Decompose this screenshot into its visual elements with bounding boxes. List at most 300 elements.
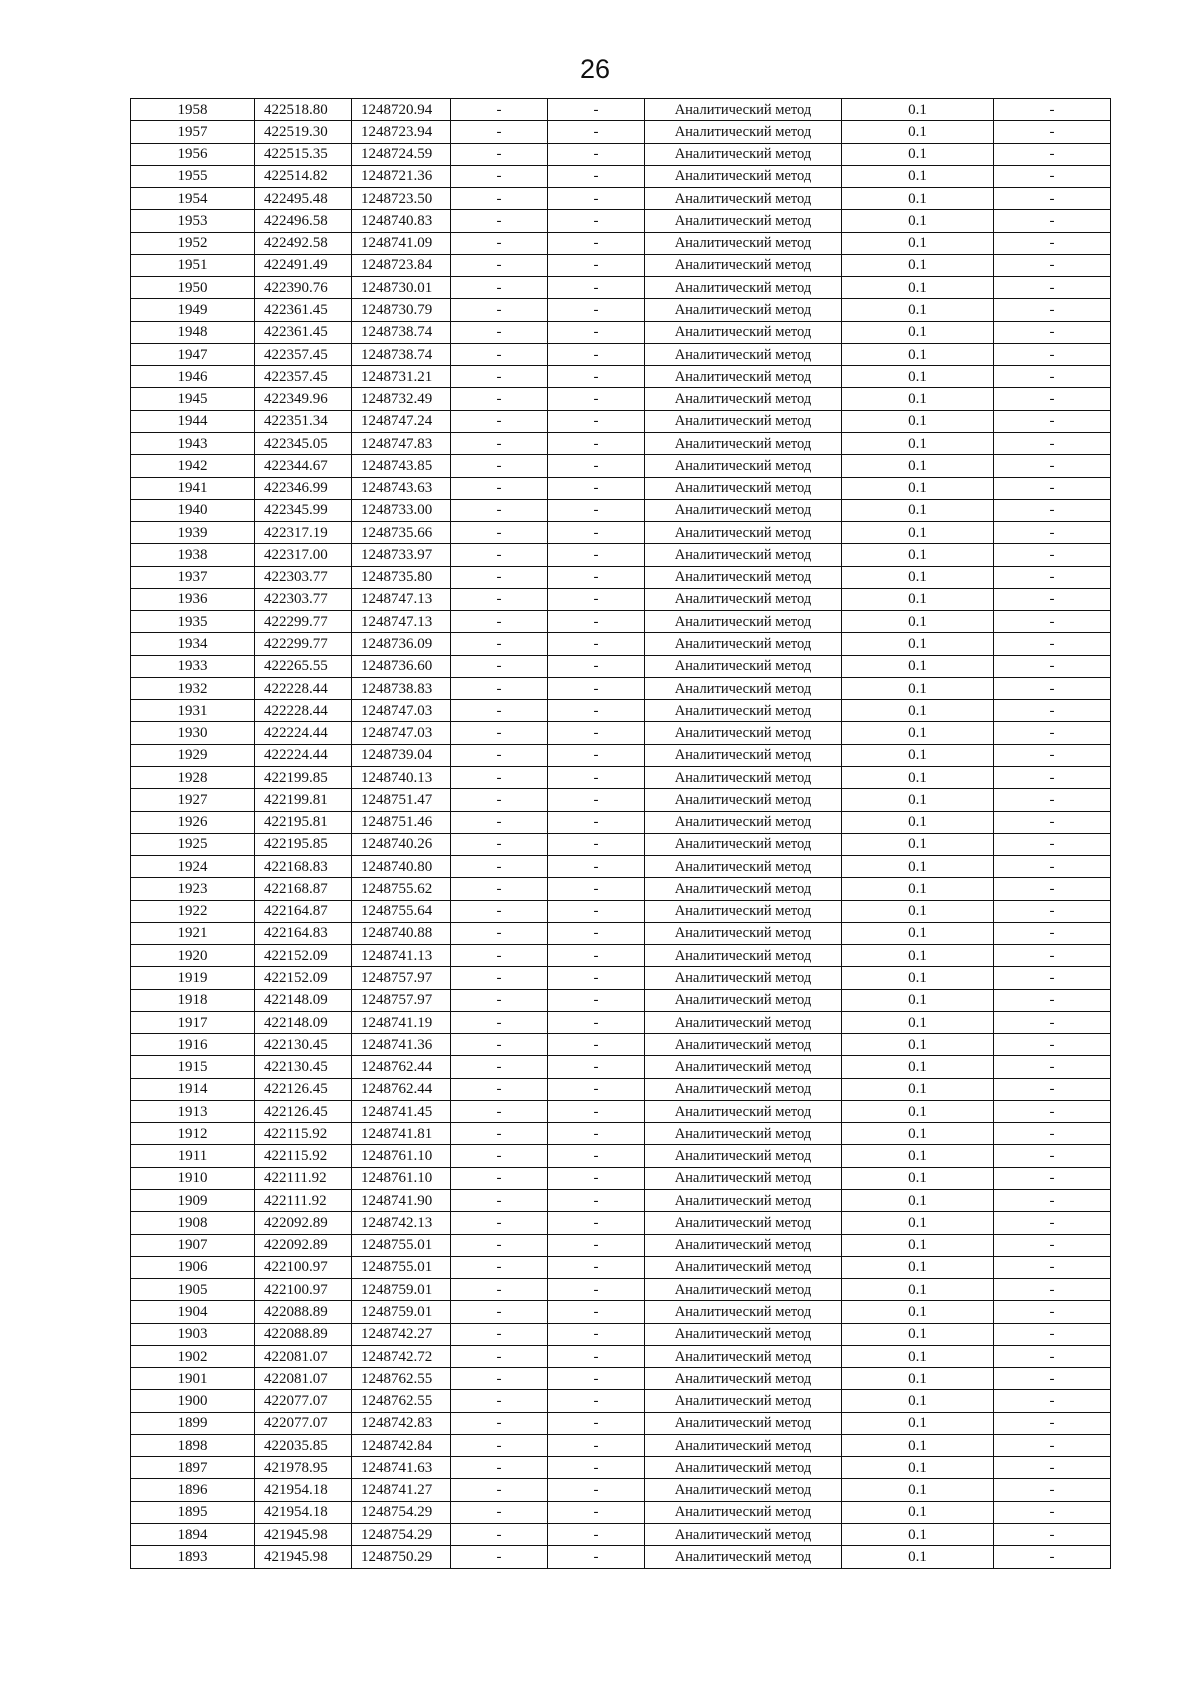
empty-value-cell: - [451, 1078, 548, 1100]
empty-value-cell: - [548, 455, 645, 477]
method-cell: Аналитический метод [645, 766, 842, 788]
y-coordinate-cell: 1248759.01 [352, 1279, 451, 1301]
empty-value-cell: - [451, 499, 548, 521]
method-cell: Аналитический метод [645, 321, 842, 343]
empty-value-cell: - [451, 945, 548, 967]
table-row [131, 1524, 1111, 1546]
table-row [131, 1279, 1111, 1301]
empty-value-cell: - [451, 1212, 548, 1234]
method-cell: Аналитический метод [645, 700, 842, 722]
empty-value-cell: - [994, 432, 1111, 454]
table-row [131, 1212, 1111, 1234]
table-row [131, 1345, 1111, 1367]
point-number-cell: 1926 [131, 811, 255, 833]
empty-value-cell: - [451, 633, 548, 655]
accuracy-cell: 0.1 [842, 410, 994, 432]
point-number-cell: 1898 [131, 1434, 255, 1456]
empty-value-cell: - [451, 1167, 548, 1189]
table-row [131, 99, 1111, 121]
method-cell: Аналитический метод [645, 1301, 842, 1323]
y-coordinate-cell: 1248742.83 [352, 1412, 451, 1434]
empty-value-cell: - [994, 544, 1111, 566]
y-coordinate-cell: 1248762.55 [352, 1368, 451, 1390]
empty-value-cell: - [548, 143, 645, 165]
table-row [131, 210, 1111, 232]
x-coordinate-cell: 422130.45 [255, 1056, 352, 1078]
empty-value-cell: - [548, 900, 645, 922]
empty-value-cell: - [994, 1524, 1111, 1546]
table-row [131, 277, 1111, 299]
method-cell: Аналитический метод [645, 811, 842, 833]
y-coordinate-cell: 1248755.01 [352, 1234, 451, 1256]
y-coordinate-cell: 1248755.01 [352, 1256, 451, 1278]
y-coordinate-cell: 1248747.24 [352, 410, 451, 432]
empty-value-cell: - [994, 989, 1111, 1011]
empty-value-cell: - [548, 588, 645, 610]
empty-value-cell: - [451, 833, 548, 855]
empty-value-cell: - [548, 499, 645, 521]
empty-value-cell: - [548, 1390, 645, 1412]
accuracy-cell: 0.1 [842, 1390, 994, 1412]
y-coordinate-cell: 1248761.10 [352, 1167, 451, 1189]
y-coordinate-cell: 1248723.84 [352, 254, 451, 276]
accuracy-cell: 0.1 [842, 611, 994, 633]
x-coordinate-cell: 422514.82 [255, 165, 352, 187]
coordinates-table [130, 98, 1111, 1569]
method-cell: Аналитический метод [645, 477, 842, 499]
y-coordinate-cell: 1248742.27 [352, 1323, 451, 1345]
table-row [131, 522, 1111, 544]
table-row [131, 1546, 1111, 1568]
table-row [131, 900, 1111, 922]
empty-value-cell: - [994, 1457, 1111, 1479]
table-row [131, 1457, 1111, 1479]
empty-value-cell: - [451, 1256, 548, 1278]
x-coordinate-cell: 422228.44 [255, 700, 352, 722]
x-coordinate-cell: 422152.09 [255, 945, 352, 967]
empty-value-cell: - [451, 522, 548, 544]
empty-value-cell: - [994, 722, 1111, 744]
empty-value-cell: - [994, 945, 1111, 967]
y-coordinate-cell: 1248723.50 [352, 188, 451, 210]
x-coordinate-cell: 421954.18 [255, 1501, 352, 1523]
method-cell: Аналитический метод [645, 499, 842, 521]
empty-value-cell: - [548, 165, 645, 187]
y-coordinate-cell: 1248762.44 [352, 1078, 451, 1100]
empty-value-cell: - [548, 299, 645, 321]
accuracy-cell: 0.1 [842, 455, 994, 477]
empty-value-cell: - [994, 744, 1111, 766]
table-row [131, 121, 1111, 143]
x-coordinate-cell: 422148.09 [255, 989, 352, 1011]
y-coordinate-cell: 1248762.55 [352, 1390, 451, 1412]
empty-value-cell: - [548, 1056, 645, 1078]
method-cell: Аналитический метод [645, 1256, 842, 1278]
accuracy-cell: 0.1 [842, 1479, 994, 1501]
y-coordinate-cell: 1248741.09 [352, 232, 451, 254]
method-cell: Аналитический метод [645, 1100, 842, 1122]
empty-value-cell: - [548, 700, 645, 722]
accuracy-cell: 0.1 [842, 833, 994, 855]
point-number-cell: 1953 [131, 210, 255, 232]
method-cell: Аналитический метод [645, 1457, 842, 1479]
empty-value-cell: - [451, 655, 548, 677]
x-coordinate-cell: 422130.45 [255, 1034, 352, 1056]
x-coordinate-cell: 422092.89 [255, 1234, 352, 1256]
point-number-cell: 1893 [131, 1546, 255, 1568]
accuracy-cell: 0.1 [842, 544, 994, 566]
table-row [131, 1301, 1111, 1323]
empty-value-cell: - [451, 1479, 548, 1501]
empty-value-cell: - [994, 766, 1111, 788]
accuracy-cell: 0.1 [842, 522, 994, 544]
empty-value-cell: - [451, 1145, 548, 1167]
x-coordinate-cell: 422496.58 [255, 210, 352, 232]
accuracy-cell: 0.1 [842, 655, 994, 677]
table-row [131, 1145, 1111, 1167]
y-coordinate-cell: 1248747.03 [352, 700, 451, 722]
empty-value-cell: - [451, 1457, 548, 1479]
empty-value-cell: - [994, 789, 1111, 811]
accuracy-cell: 0.1 [842, 477, 994, 499]
empty-value-cell: - [994, 254, 1111, 276]
table-row [131, 1078, 1111, 1100]
accuracy-cell: 0.1 [842, 1167, 994, 1189]
point-number-cell: 1903 [131, 1323, 255, 1345]
empty-value-cell: - [451, 99, 548, 121]
y-coordinate-cell: 1248733.00 [352, 499, 451, 521]
empty-value-cell: - [548, 1479, 645, 1501]
x-coordinate-cell: 421978.95 [255, 1457, 352, 1479]
empty-value-cell: - [548, 633, 645, 655]
method-cell: Аналитический метод [645, 1145, 842, 1167]
x-coordinate-cell: 422224.44 [255, 744, 352, 766]
point-number-cell: 1913 [131, 1100, 255, 1122]
empty-value-cell: - [994, 1190, 1111, 1212]
empty-value-cell: - [994, 677, 1111, 699]
empty-value-cell: - [548, 343, 645, 365]
accuracy-cell: 0.1 [842, 722, 994, 744]
point-number-cell: 1940 [131, 499, 255, 521]
x-coordinate-cell: 422345.05 [255, 432, 352, 454]
x-coordinate-cell: 422492.58 [255, 232, 352, 254]
y-coordinate-cell: 1248733.97 [352, 544, 451, 566]
y-coordinate-cell: 1248742.84 [352, 1434, 451, 1456]
x-coordinate-cell: 422077.07 [255, 1412, 352, 1434]
x-coordinate-cell: 422115.92 [255, 1145, 352, 1167]
empty-value-cell: - [451, 789, 548, 811]
accuracy-cell: 0.1 [842, 900, 994, 922]
x-coordinate-cell: 422345.99 [255, 499, 352, 521]
x-coordinate-cell: 422361.45 [255, 321, 352, 343]
x-coordinate-cell: 421945.98 [255, 1546, 352, 1568]
point-number-cell: 1927 [131, 789, 255, 811]
point-number-cell: 1899 [131, 1412, 255, 1434]
empty-value-cell: - [451, 677, 548, 699]
x-coordinate-cell: 422344.67 [255, 455, 352, 477]
point-number-cell: 1924 [131, 856, 255, 878]
y-coordinate-cell: 1248757.97 [352, 967, 451, 989]
point-number-cell: 1902 [131, 1345, 255, 1367]
x-coordinate-cell: 422349.96 [255, 388, 352, 410]
empty-value-cell: - [548, 544, 645, 566]
empty-value-cell: - [994, 321, 1111, 343]
table-row [131, 766, 1111, 788]
accuracy-cell: 0.1 [842, 432, 994, 454]
empty-value-cell: - [451, 1190, 548, 1212]
method-cell: Аналитический метод [645, 388, 842, 410]
y-coordinate-cell: 1248730.01 [352, 277, 451, 299]
empty-value-cell: - [548, 99, 645, 121]
empty-value-cell: - [451, 277, 548, 299]
method-cell: Аналитический метод [645, 1190, 842, 1212]
empty-value-cell: - [994, 455, 1111, 477]
method-cell: Аналитический метод [645, 744, 842, 766]
x-coordinate-cell: 422361.45 [255, 299, 352, 321]
point-number-cell: 1907 [131, 1234, 255, 1256]
accuracy-cell: 0.1 [842, 945, 994, 967]
accuracy-cell: 0.1 [842, 989, 994, 1011]
x-coordinate-cell: 422164.83 [255, 922, 352, 944]
empty-value-cell: - [994, 1390, 1111, 1412]
method-cell: Аналитический метод [645, 455, 842, 477]
empty-value-cell: - [451, 878, 548, 900]
y-coordinate-cell: 1248740.26 [352, 833, 451, 855]
x-coordinate-cell: 422081.07 [255, 1345, 352, 1367]
point-number-cell: 1956 [131, 143, 255, 165]
accuracy-cell: 0.1 [842, 277, 994, 299]
y-coordinate-cell: 1248742.13 [352, 1212, 451, 1234]
empty-value-cell: - [994, 611, 1111, 633]
empty-value-cell: - [451, 121, 548, 143]
point-number-cell: 1931 [131, 700, 255, 722]
empty-value-cell: - [451, 232, 548, 254]
accuracy-cell: 0.1 [842, 321, 994, 343]
method-cell: Аналитический метод [645, 277, 842, 299]
method-cell: Аналитический метод [645, 143, 842, 165]
x-coordinate-cell: 422228.44 [255, 677, 352, 699]
table-row [131, 1034, 1111, 1056]
empty-value-cell: - [994, 633, 1111, 655]
point-number-cell: 1929 [131, 744, 255, 766]
method-cell: Аналитический метод [645, 833, 842, 855]
table-row [131, 343, 1111, 365]
table-row [131, 366, 1111, 388]
empty-value-cell: - [451, 611, 548, 633]
x-coordinate-cell: 422317.19 [255, 522, 352, 544]
empty-value-cell: - [548, 1190, 645, 1212]
empty-value-cell: - [548, 1123, 645, 1145]
method-cell: Аналитический метод [645, 1390, 842, 1412]
accuracy-cell: 0.1 [842, 499, 994, 521]
y-coordinate-cell: 1248757.97 [352, 989, 451, 1011]
y-coordinate-cell: 1248750.29 [352, 1546, 451, 1568]
x-coordinate-cell: 422126.45 [255, 1078, 352, 1100]
empty-value-cell: - [451, 143, 548, 165]
empty-value-cell: - [994, 1412, 1111, 1434]
accuracy-cell: 0.1 [842, 1524, 994, 1546]
empty-value-cell: - [548, 1301, 645, 1323]
empty-value-cell: - [548, 1034, 645, 1056]
method-cell: Аналитический метод [645, 1034, 842, 1056]
empty-value-cell: - [451, 922, 548, 944]
accuracy-cell: 0.1 [842, 1034, 994, 1056]
accuracy-cell: 0.1 [842, 210, 994, 232]
x-coordinate-cell: 422168.87 [255, 878, 352, 900]
empty-value-cell: - [548, 655, 645, 677]
accuracy-cell: 0.1 [842, 1301, 994, 1323]
x-coordinate-cell: 422126.45 [255, 1100, 352, 1122]
method-cell: Аналитический метод [645, 1546, 842, 1568]
method-cell: Аналитический метод [645, 1212, 842, 1234]
accuracy-cell: 0.1 [842, 1078, 994, 1100]
empty-value-cell: - [994, 1546, 1111, 1568]
empty-value-cell: - [451, 1524, 548, 1546]
point-number-cell: 1958 [131, 99, 255, 121]
empty-value-cell: - [548, 1524, 645, 1546]
empty-value-cell: - [451, 1546, 548, 1568]
method-cell: Аналитический метод [645, 1345, 842, 1367]
empty-value-cell: - [994, 210, 1111, 232]
y-coordinate-cell: 1248736.09 [352, 633, 451, 655]
empty-value-cell: - [994, 232, 1111, 254]
y-coordinate-cell: 1248721.36 [352, 165, 451, 187]
table-row [131, 856, 1111, 878]
y-coordinate-cell: 1248739.04 [352, 744, 451, 766]
x-coordinate-cell: 422519.30 [255, 121, 352, 143]
method-cell: Аналитический метод [645, 366, 842, 388]
table-row [131, 432, 1111, 454]
empty-value-cell: - [451, 722, 548, 744]
accuracy-cell: 0.1 [842, 1434, 994, 1456]
empty-value-cell: - [451, 366, 548, 388]
x-coordinate-cell: 422346.99 [255, 477, 352, 499]
empty-value-cell: - [994, 588, 1111, 610]
point-number-cell: 1919 [131, 967, 255, 989]
method-cell: Аналитический метод [645, 900, 842, 922]
table-row [131, 1390, 1111, 1412]
x-coordinate-cell: 421945.98 [255, 1524, 352, 1546]
accuracy-cell: 0.1 [842, 744, 994, 766]
method-cell: Аналитический метод [645, 789, 842, 811]
empty-value-cell: - [451, 566, 548, 588]
empty-value-cell: - [451, 455, 548, 477]
accuracy-cell: 0.1 [842, 1368, 994, 1390]
y-coordinate-cell: 1248740.80 [352, 856, 451, 878]
accuracy-cell: 0.1 [842, 254, 994, 276]
y-coordinate-cell: 1248762.44 [352, 1056, 451, 1078]
method-cell: Аналитический метод [645, 121, 842, 143]
empty-value-cell: - [451, 1279, 548, 1301]
point-number-cell: 1957 [131, 121, 255, 143]
table-row [131, 833, 1111, 855]
table-row [131, 410, 1111, 432]
method-cell: Аналитический метод [645, 1501, 842, 1523]
accuracy-cell: 0.1 [842, 1501, 994, 1523]
method-cell: Аналитический метод [645, 522, 842, 544]
empty-value-cell: - [994, 121, 1111, 143]
x-coordinate-cell: 422518.80 [255, 99, 352, 121]
y-coordinate-cell: 1248741.19 [352, 1011, 451, 1033]
point-number-cell: 1895 [131, 1501, 255, 1523]
point-number-cell: 1910 [131, 1167, 255, 1189]
empty-value-cell: - [451, 1301, 548, 1323]
y-coordinate-cell: 1248751.47 [352, 789, 451, 811]
empty-value-cell: - [451, 1123, 548, 1145]
empty-value-cell: - [451, 544, 548, 566]
empty-value-cell: - [451, 165, 548, 187]
y-coordinate-cell: 1248720.94 [352, 99, 451, 121]
method-cell: Аналитический метод [645, 410, 842, 432]
method-cell: Аналитический метод [645, 945, 842, 967]
empty-value-cell: - [548, 878, 645, 900]
point-number-cell: 1905 [131, 1279, 255, 1301]
empty-value-cell: - [451, 254, 548, 276]
x-coordinate-cell: 422357.45 [255, 343, 352, 365]
method-cell: Аналитический метод [645, 1167, 842, 1189]
table-row [131, 544, 1111, 566]
table-row [131, 1412, 1111, 1434]
accuracy-cell: 0.1 [842, 232, 994, 254]
x-coordinate-cell: 422317.00 [255, 544, 352, 566]
point-number-cell: 1947 [131, 343, 255, 365]
empty-value-cell: - [994, 1501, 1111, 1523]
method-cell: Аналитический метод [645, 343, 842, 365]
accuracy-cell: 0.1 [842, 165, 994, 187]
empty-value-cell: - [994, 477, 1111, 499]
table-row [131, 388, 1111, 410]
empty-value-cell: - [994, 1345, 1111, 1367]
empty-value-cell: - [548, 856, 645, 878]
x-coordinate-cell: 422491.49 [255, 254, 352, 276]
accuracy-cell: 0.1 [842, 1234, 994, 1256]
accuracy-cell: 0.1 [842, 789, 994, 811]
empty-value-cell: - [451, 1034, 548, 1056]
y-coordinate-cell: 1248741.90 [352, 1190, 451, 1212]
empty-value-cell: - [548, 611, 645, 633]
page-number: 26 [579, 54, 611, 84]
point-number-cell: 1909 [131, 1190, 255, 1212]
empty-value-cell: - [548, 277, 645, 299]
accuracy-cell: 0.1 [842, 856, 994, 878]
table-row [131, 1167, 1111, 1189]
method-cell: Аналитический метод [645, 432, 842, 454]
accuracy-cell: 0.1 [842, 388, 994, 410]
empty-value-cell: - [548, 945, 645, 967]
y-coordinate-cell: 1248755.64 [352, 900, 451, 922]
empty-value-cell: - [994, 1368, 1111, 1390]
accuracy-cell: 0.1 [842, 1011, 994, 1033]
x-coordinate-cell: 422164.87 [255, 900, 352, 922]
x-coordinate-cell: 422495.48 [255, 188, 352, 210]
point-number-cell: 1932 [131, 677, 255, 699]
empty-value-cell: - [451, 432, 548, 454]
accuracy-cell: 0.1 [842, 1190, 994, 1212]
empty-value-cell: - [548, 210, 645, 232]
empty-value-cell: - [994, 522, 1111, 544]
y-coordinate-cell: 1248747.13 [352, 588, 451, 610]
accuracy-cell: 0.1 [842, 633, 994, 655]
method-cell: Аналитический метод [645, 1279, 842, 1301]
empty-value-cell: - [994, 277, 1111, 299]
point-number-cell: 1936 [131, 588, 255, 610]
method-cell: Аналитический метод [645, 99, 842, 121]
y-coordinate-cell: 1248747.83 [352, 432, 451, 454]
empty-value-cell: - [994, 566, 1111, 588]
table-row [131, 633, 1111, 655]
empty-value-cell: - [994, 856, 1111, 878]
method-cell: Аналитический метод [645, 1524, 842, 1546]
